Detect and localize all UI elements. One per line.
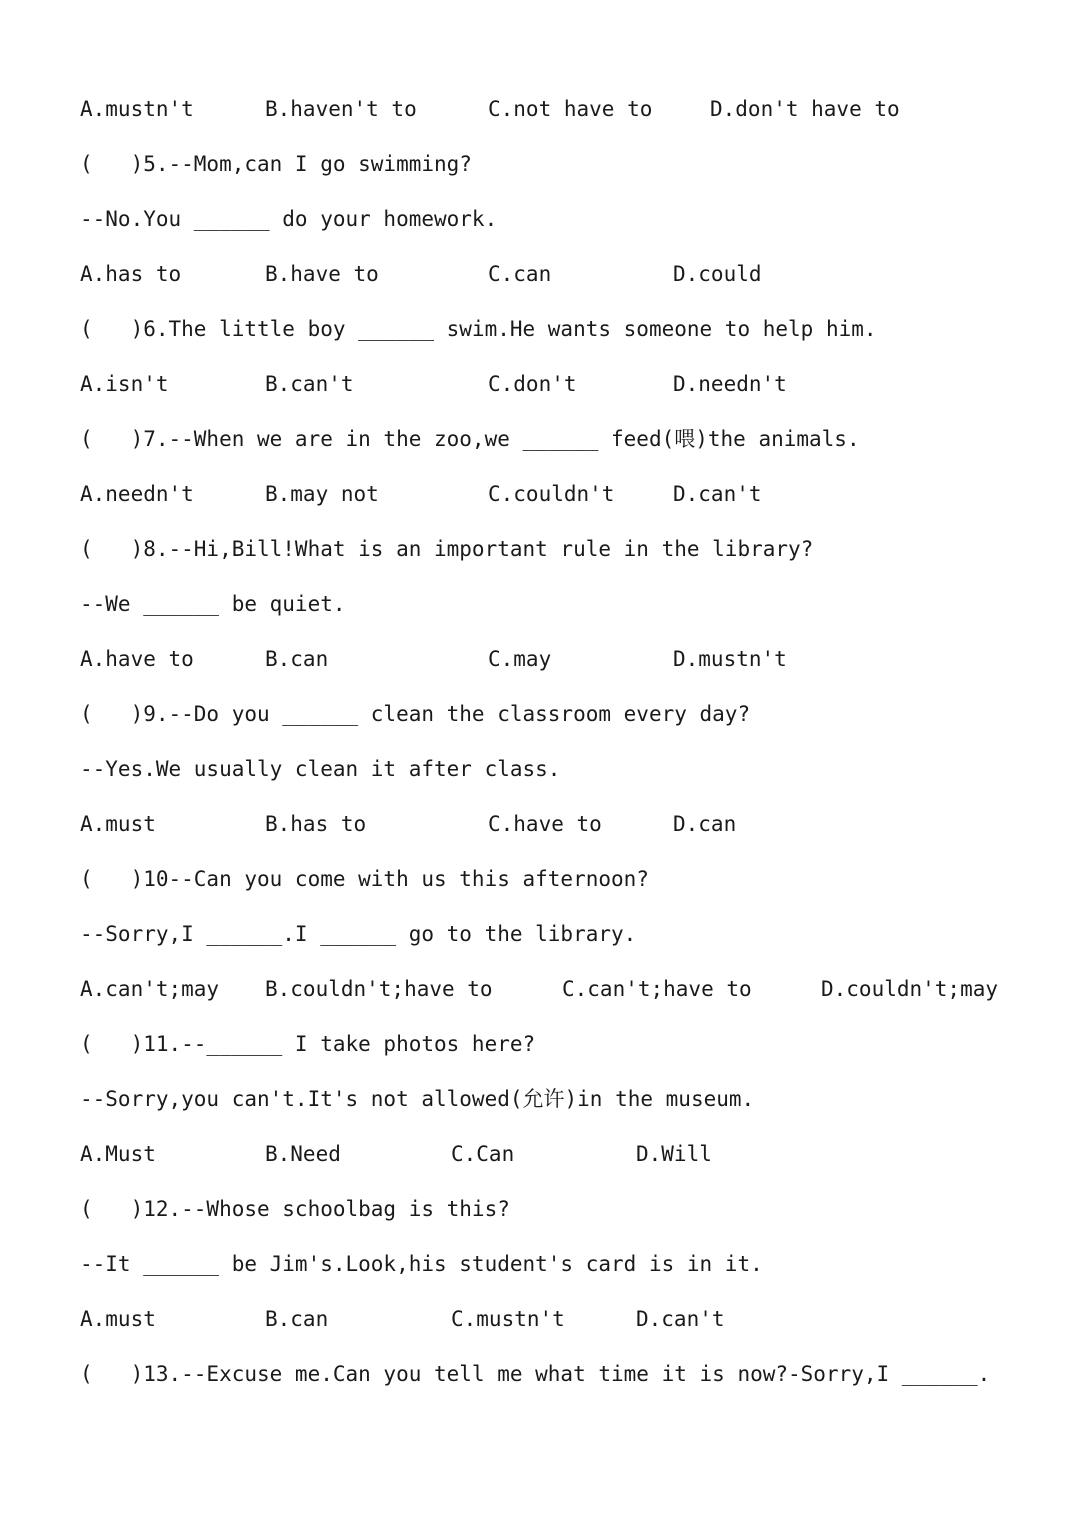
question-line: ( )8.--Hi,Bill!What is an important rule in the library? <box>80 537 814 561</box>
option-c: C.not have to <box>488 97 653 121</box>
question-line: ( )5.--Mom,can I go swimming? <box>80 152 472 176</box>
option-b: B.may not <box>265 482 379 506</box>
option-c: C.don't <box>488 372 577 396</box>
question-line: ( )11.--______ I take photos here? <box>80 1032 536 1056</box>
option-a: A.has to <box>80 262 182 286</box>
question-line: ( )6.The little boy ______ swim.He wants someone to help him. <box>80 317 877 341</box>
option-d: D.needn't <box>673 372 787 396</box>
dialogue-line: --We ______ be quiet. <box>80 592 346 616</box>
option-a: A.needn't <box>80 482 194 506</box>
options-row <box>80 1139 1060 1169</box>
option-d: D.mustn't <box>673 647 787 671</box>
option-c: C.mustn't <box>451 1307 565 1331</box>
question-line: ( )9.--Do you ______ clean the classroom every day? <box>80 702 751 726</box>
option-c: C.couldn't <box>488 482 615 506</box>
options-row <box>80 809 1060 839</box>
question-line: ( )12.--Whose schoolbag is this? <box>80 1197 510 1221</box>
options-row <box>80 644 1060 674</box>
dialogue-line: --Yes.We usually clean it after class. <box>80 757 561 781</box>
option-a: A.Must <box>80 1142 156 1166</box>
dialogue-line: --It ______ be Jim's.Look,his student's card is in it. <box>80 1252 763 1276</box>
option-b: B.can <box>265 1307 329 1331</box>
option-d: D.can't <box>636 1307 725 1331</box>
option-b: B.have to <box>265 262 379 286</box>
dialogue-line: --No.You ______ do your homework. <box>80 207 498 231</box>
options-row <box>80 259 1060 289</box>
option-d: D.can't <box>673 482 762 506</box>
option-c: C.can <box>488 262 552 286</box>
options-row <box>80 94 1060 124</box>
option-d: D.Will <box>636 1142 712 1166</box>
options-row <box>80 479 1060 509</box>
option-d: D.could <box>673 262 762 286</box>
option-a: A.must <box>80 1307 156 1331</box>
options-row <box>80 974 1060 1004</box>
dialogue-line: --Sorry,I ______.I ______ go to the library. <box>80 922 637 946</box>
dialogue-line: --Sorry,you can't.It's not allowed(允许)in the museum. <box>80 1087 755 1111</box>
question-line: ( )10--Can you come with us this afternoon? <box>80 867 649 891</box>
options-row <box>80 369 1060 399</box>
option-a: A.isn't <box>80 372 169 396</box>
option-b: B.haven't to <box>265 97 417 121</box>
option-a: A.mustn't <box>80 97 194 121</box>
question-line: ( )13.--Excuse me.Can you tell me what time it is now?-Sorry,I ______. <box>80 1362 991 1386</box>
option-a: A.must <box>80 812 156 836</box>
option-d: D.can <box>673 812 737 836</box>
option-d: D.couldn't;may <box>821 977 999 1001</box>
option-c: C.may <box>488 647 552 671</box>
option-b: B.Need <box>265 1142 341 1166</box>
option-c: C.Can <box>451 1142 515 1166</box>
option-a: A.have to <box>80 647 194 671</box>
option-b: B.can't <box>265 372 354 396</box>
option-c: C.have to <box>488 812 602 836</box>
option-b: B.couldn't;have to <box>265 977 493 1001</box>
option-b: B.can <box>265 647 329 671</box>
option-c: C.can't;have to <box>562 977 752 1001</box>
option-a: A.can't;may <box>80 977 220 1001</box>
option-b: B.has to <box>265 812 367 836</box>
question-line: ( )7.--When we are in the zoo,we ______ feed(喂)the animals. <box>80 427 860 451</box>
options-row <box>80 1304 1060 1334</box>
option-d: D.don't have to <box>710 97 900 121</box>
